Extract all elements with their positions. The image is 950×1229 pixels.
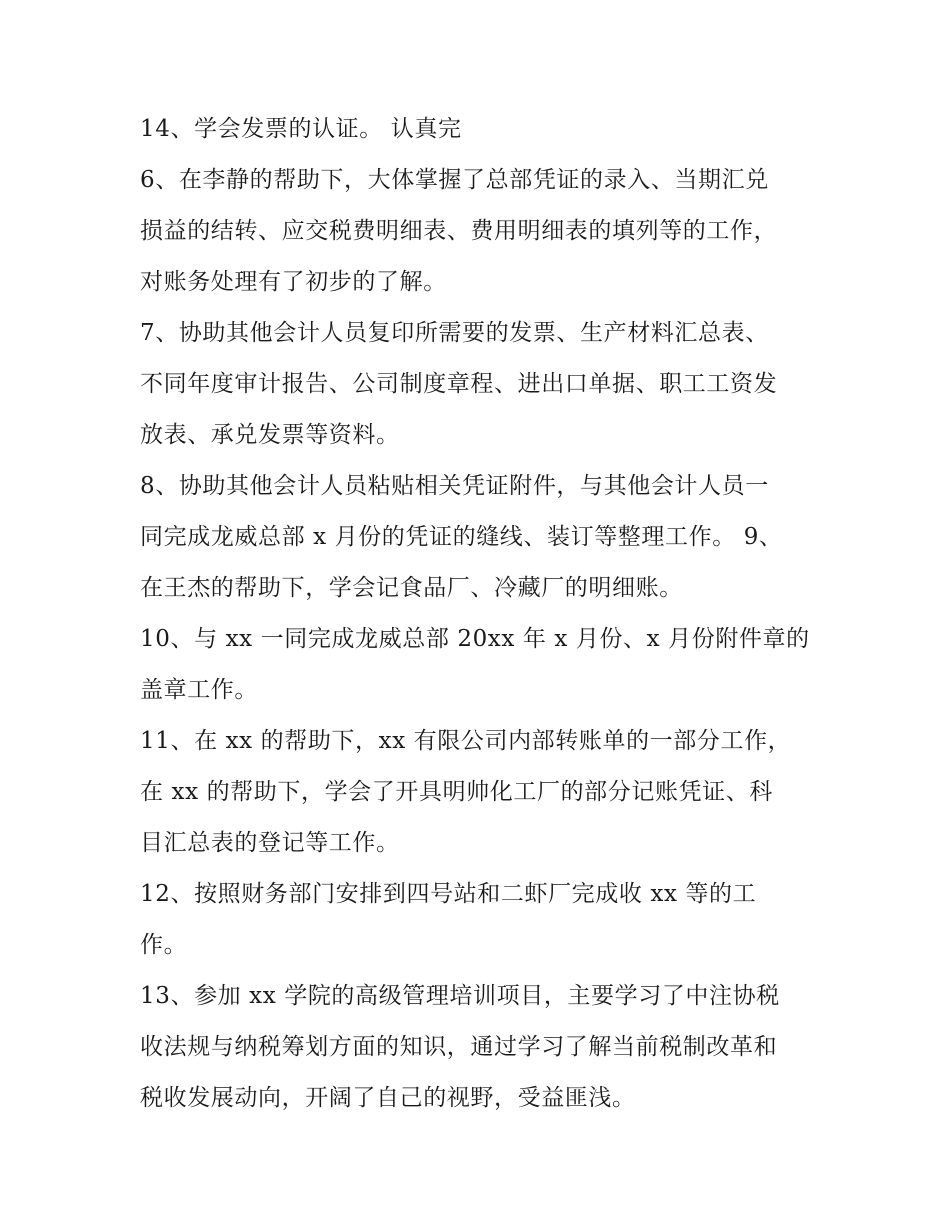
text-line: 损益的结转、应交税费明细表、费用明细表的填列等的工作， — [140, 218, 778, 244]
text-line: 6、在李静的帮助下，大体掌握了总部凭证的录入、当期汇兑 — [140, 167, 769, 193]
text-line: 12、按照财务部门安排到四号站和二虾厂完成收 xx 等的工 — [140, 881, 757, 907]
text-line: 同完成龙威总部 x 月份的凭证的缝线、装订等整理工作。 9、 — [140, 524, 783, 550]
text-line: 在 xx 的帮助下，学会了开具明帅化工厂的部分记账凭证、科 — [140, 779, 773, 805]
text-line: 放表、承兑发票等资料。 — [140, 422, 400, 448]
text-line: 11、在 xx 的帮助下，xx 有限公司内部转账单的一部分工作， — [140, 728, 792, 754]
text-line: 不同年度审计报告、公司制度章程、进出口单据、职工工资发 — [140, 371, 778, 397]
text-line: 10、与 xx 一同完成龙威总部 20xx 年 x 月份、x 月份附件章的 — [140, 626, 810, 652]
text-line: 税收发展动向，开阔了自己的视野，受益匪浅。 — [140, 1085, 636, 1111]
text-line: 14、学会发票的认证。 认真完 — [140, 116, 462, 142]
text-line: 盖章工作。 — [140, 677, 258, 703]
text-line: 收法规与纳税筹划方面的知识，通过学习了解当前税制改革和 — [140, 1034, 778, 1060]
document-body — [140, 104, 830, 1124]
text-line: 8、协助其他会计人员粘贴相关凭证附件，与其他会计人员一 — [140, 473, 769, 499]
text-line: 作。 — [140, 932, 188, 958]
text-line: 13、参加 xx 学院的高级管理培训项目，主要学习了中注协税 — [140, 983, 780, 1009]
text-line: 7、协助其他会计人员复印所需要的发票、生产材料汇总表、 — [140, 320, 769, 346]
text-line: 在王杰的帮助下，学会记食品厂、冷藏厂的明细账。 — [140, 575, 683, 601]
text-line: 目汇总表的登记等工作。 — [140, 830, 400, 856]
text-line: 对账务处理有了初步的了解。 — [140, 269, 447, 295]
